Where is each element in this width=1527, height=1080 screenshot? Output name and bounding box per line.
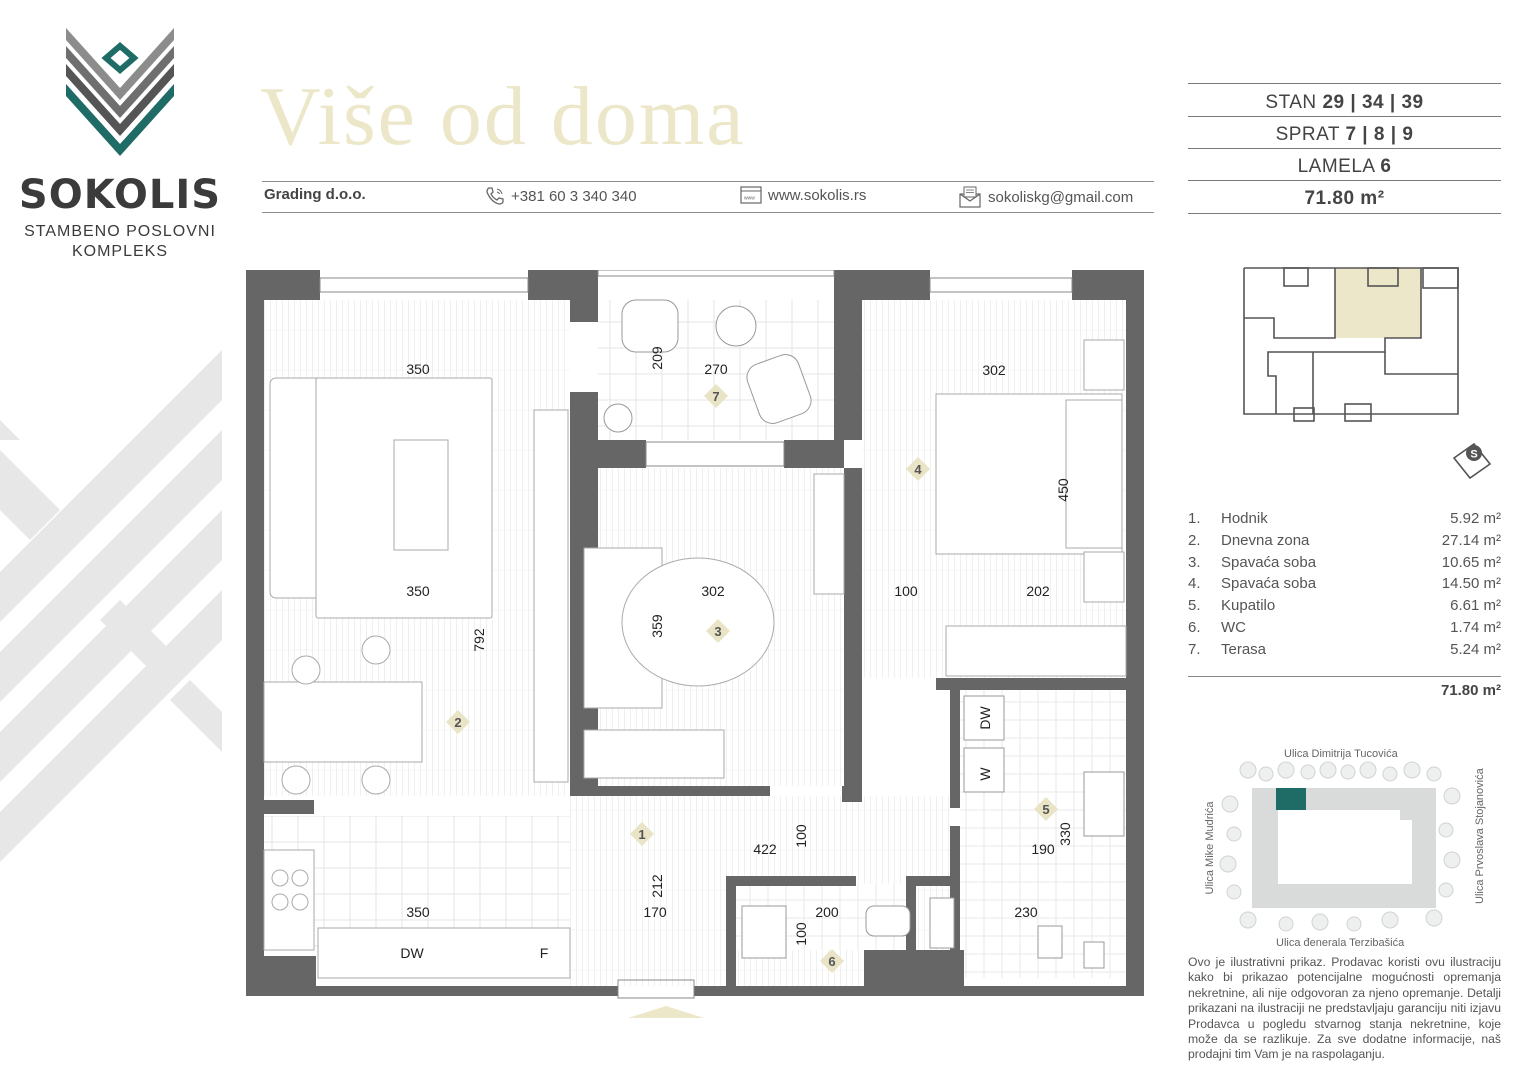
room-list-item <box>1188 532 1501 554</box>
sokolis-logo-mark <box>58 22 182 162</box>
dimension-label: 100 <box>793 922 809 946</box>
room-list-item <box>1188 641 1501 663</box>
dimension-label: 450 <box>1055 478 1071 502</box>
dimension-label: 350 <box>406 583 430 599</box>
phone-icon <box>485 186 505 206</box>
north-compass-icon <box>1450 440 1494 482</box>
brand-subtitle: STAMBENO POSLOVNI <box>24 223 216 240</box>
room-num: 4. <box>1188 575 1201 593</box>
divider <box>1188 676 1501 677</box>
email-contact[interactable] <box>958 186 1133 208</box>
washer-label: W <box>977 767 993 781</box>
dimension-label: 350 <box>406 904 430 920</box>
floor-plan <box>246 270 1146 1022</box>
dimension-label: 302 <box>982 362 1006 378</box>
room-num: 1. <box>1188 510 1201 527</box>
brand-subtitle: KOMPLEKS <box>71 243 169 260</box>
website-contact[interactable] <box>740 186 866 204</box>
svg-text:3: 3 <box>714 624 722 639</box>
bath-dishwasher-label: DW <box>977 706 993 730</box>
dimension-label: 190 <box>1031 841 1055 857</box>
svg-text:4: 4 <box>914 462 922 477</box>
compass-letter: S <box>1470 448 1478 461</box>
dimension-label: 792 <box>471 628 487 652</box>
kitchen-dishwasher-label: DW <box>400 945 424 961</box>
street-label: Ulica Mike Mudrića <box>1204 801 1216 895</box>
total-area: 71.80 m² <box>1440 682 1501 699</box>
browser-icon <box>740 186 762 204</box>
svg-text:2: 2 <box>454 715 462 730</box>
divider <box>1188 213 1501 214</box>
divider <box>1188 83 1501 84</box>
room-num: 2. <box>1188 531 1201 549</box>
decorative-stripes <box>0 350 230 910</box>
room-area: 1.74 m² <box>1450 619 1501 636</box>
room-area: 10.65 m² <box>1441 553 1501 571</box>
fridge-label: F <box>539 945 549 961</box>
lamella-number: LAMELA 6 <box>1297 156 1392 177</box>
dimension-label: 200 <box>815 904 839 920</box>
dimension-label: 202 <box>1026 583 1050 599</box>
street-label: Ulica Dimitrija Tucovića <box>1284 748 1398 760</box>
room-name: Kupatilo <box>1221 597 1276 615</box>
building-key-plan <box>1240 264 1462 424</box>
dimension-label: 330 <box>1057 822 1073 846</box>
room-list-item <box>1188 510 1501 532</box>
dimension-label: 350 <box>406 361 430 377</box>
room-num: 5. <box>1188 597 1201 615</box>
dimension-label: 422 <box>753 841 777 857</box>
room-area: 14.50 m² <box>1441 575 1501 593</box>
room-area: 5.24 m² <box>1450 640 1501 658</box>
svg-text:7: 7 <box>712 389 720 404</box>
dimension-label: 209 <box>649 346 665 370</box>
room-name: Terasa <box>1221 640 1267 658</box>
phone-number: +381 60 3 340 340 <box>511 187 637 205</box>
street-label: Ulica đenerala Terzibašića <box>1276 937 1405 949</box>
dimension-label: 212 <box>649 874 665 898</box>
room-name: Hodnik <box>1221 510 1268 527</box>
disclaimer: Ovo je ilustrativni prikaz. Prodavac koristi ovu ilustraciju kako bi prikazao potencijalne mogućnosti opremanja nekretnine, ali nije odgovoran za njeno opremanje. Detalji prikazani na ilustraciji ne predstavljaju garanciju niti izjavu Prodavca u pogledu stvarnog stanja nekretnine, koje može da se razlikuje. Za sve dodatne informacije, naš prodajni tim Vam je na raspolaganju. <box>1188 955 1501 1062</box>
site-map <box>1190 744 1490 944</box>
room-name: Spavaća soba <box>1221 575 1317 593</box>
room-list-item <box>1188 597 1501 619</box>
unit-area: 71.80 m² <box>1304 188 1385 209</box>
svg-text:www: www <box>744 195 755 202</box>
divider <box>1188 148 1501 149</box>
room-name: WC <box>1221 619 1246 636</box>
svg-text:5: 5 <box>1042 802 1050 817</box>
room-area: 6.61 m² <box>1450 597 1501 615</box>
room-area: 27.14 m² <box>1441 531 1501 549</box>
room-list-item <box>1188 554 1501 576</box>
divider <box>262 181 1154 182</box>
website-url: www.sokolis.rs <box>768 186 867 204</box>
room-num: 6. <box>1188 619 1201 636</box>
room-name: Dnevna zona <box>1221 531 1310 549</box>
floor-number: SPRAT 7 | 8 | 9 <box>1275 124 1414 145</box>
email-address: sokoliskg@gmail.com <box>988 188 1134 206</box>
phone-contact[interactable] <box>485 186 637 206</box>
envelope-icon <box>958 186 982 208</box>
room-list-item <box>1188 575 1501 597</box>
unit-number: STAN 29 | 34 | 39 <box>1265 92 1424 113</box>
dimension-label: 270 <box>704 361 728 377</box>
room-num: 3. <box>1188 553 1201 571</box>
divider <box>1188 180 1501 181</box>
room-list-item <box>1188 619 1501 641</box>
dimension-label: 359 <box>649 614 665 638</box>
company-name: Grading d.o.o. <box>264 186 366 203</box>
brand-name: SOKOLIS <box>18 172 222 218</box>
room-num: 7. <box>1188 640 1201 658</box>
slogan: Više od doma <box>260 70 746 163</box>
room-name: Spavaća soba <box>1221 553 1317 571</box>
dimension-label: 100 <box>894 583 918 599</box>
svg-text:6: 6 <box>828 954 836 969</box>
street-label: Ulica Prvoslava Stojanovića <box>1474 768 1486 904</box>
svg-text:1: 1 <box>638 827 646 842</box>
entrance-marker-icon <box>628 1006 704 1018</box>
divider <box>262 212 1154 213</box>
divider <box>1188 116 1501 117</box>
dimension-label: 170 <box>643 904 667 920</box>
dimension-label: 302 <box>701 583 725 599</box>
room-area: 5.92 m² <box>1450 510 1501 527</box>
dimension-label: 230 <box>1014 904 1038 920</box>
dimension-label: 100 <box>793 824 809 848</box>
